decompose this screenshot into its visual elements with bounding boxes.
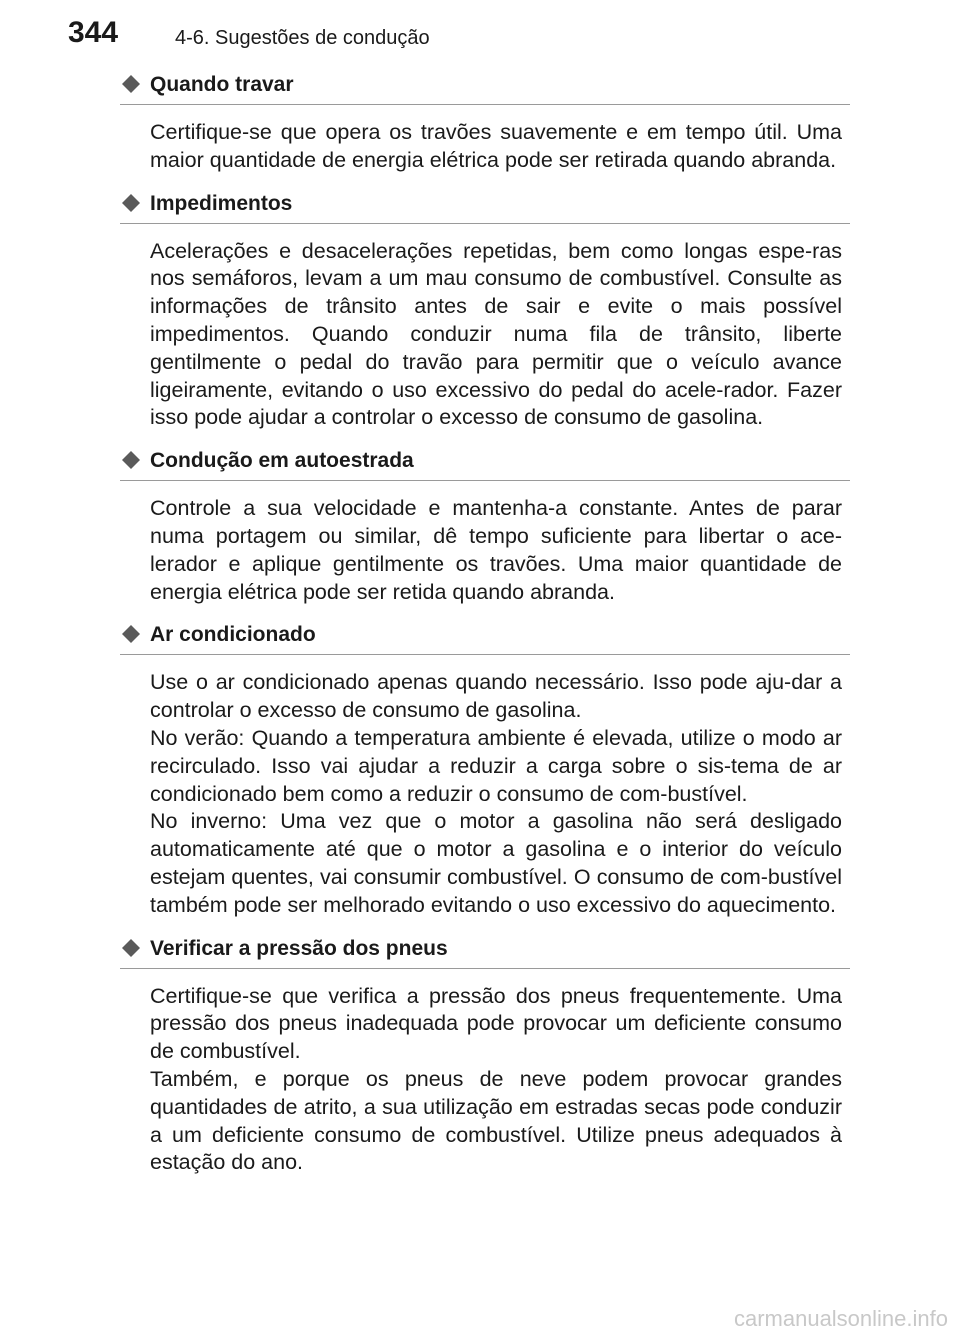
section-heading-text: Ar condicionado [150, 623, 316, 647]
section-body [150, 983, 842, 1178]
section-impedimentos [120, 189, 850, 433]
section-heading [120, 189, 850, 224]
section-body [150, 238, 842, 433]
paragraph: Certifique-se que verifica a pressão dos pneus frequentemente. Uma pressão dos pneus inadequada pode provocar um deficiente consumo de combustível. [150, 983, 842, 1064]
section-pressao-pneus [120, 934, 850, 1178]
section-label: 4-6. Sugestões de condução [175, 27, 430, 49]
page-number: 344 [68, 16, 119, 49]
page-header [0, 0, 960, 60]
diamond-icon [122, 75, 140, 93]
section-heading-text: Verificar a pressão dos pneus [150, 936, 448, 960]
section-heading-text: Condução em autoestrada [150, 449, 414, 473]
diamond-icon [122, 451, 140, 469]
paragraph: Certifique-se que opera os travões suavemente e em tempo útil. Uma maior quantidade de energia elétrica pode ser retirada quando abranda. [150, 120, 842, 172]
paragraph: No verão: Quando a temperatura ambiente é elevada, utilize o modo ar recirculado. Isso vai ajudar a reduzir a carga sobre o sis-tema de ar condicionado bem como a reduzir o consumo de com-bustível. [150, 725, 842, 806]
paragraph: No inverno: Uma vez que o motor a gasolina não será desligado automaticamente até que o motor a gasolina e o interior do veículo estejam quentes, vai consumir combustível. O consumo de com-bustível também pode ser melhorado evitando o uso excessivo do aquecimento. [150, 809, 842, 917]
section-quando-travar [120, 70, 850, 175]
paragraph: Também, e porque os pneus de neve podem provocar grandes quantidades de atrito, a sua utilização em estradas secas pode conduzir a um deficiente consumo de combustível. Utilize pneus adequados à estação do ano. [150, 1066, 842, 1175]
section-body [150, 119, 842, 175]
diamond-icon [122, 939, 140, 957]
paragraph: Acelerações e desacelerações repetidas, bem como longas espe-ras nos semáforos, levam a um mau consumo de combustível. Consulte as informações de trânsito antes de sair e evite o mais possível impedimentos. Quando conduzir numa fila de trânsito, liberte gentilmente o pedal do travão para permitir que o veículo avance ligeiramente, evitando o uso excessivo do pedal do acele-rador. Fazer isso pode ajudar a controlar o excesso de consumo de gasolina. [150, 238, 842, 430]
paragraph: Use o ar condicionado apenas quando necessário. Isso pode aju-dar a controlar o excesso de consumo de gasolina. [150, 670, 842, 723]
paragraph: Controle a sua velocidade e mantenha-a constante. Antes de parar numa portagem ou similar, dê tempo suficiente para libertar o ace-lerador e aplique gentilmente os travões. Uma maior quantidade de energia elétrica pode ser retida quando abranda. [150, 496, 842, 604]
section-conducao-autoestrada [120, 446, 850, 606]
section-heading [120, 934, 850, 969]
section-body [150, 495, 842, 606]
section-heading [120, 620, 850, 655]
diamond-icon [122, 194, 140, 212]
section-heading [120, 446, 850, 481]
section-heading-text: Quando travar [150, 73, 294, 96]
watermark: carmanualsonline.info [733, 1306, 948, 1331]
diamond-icon [122, 625, 140, 643]
section-ar-condicionado [120, 620, 850, 919]
section-body [150, 669, 842, 919]
section-heading [120, 70, 850, 105]
page-content [120, 70, 850, 1191]
section-heading-text: Impedimentos [150, 191, 293, 215]
